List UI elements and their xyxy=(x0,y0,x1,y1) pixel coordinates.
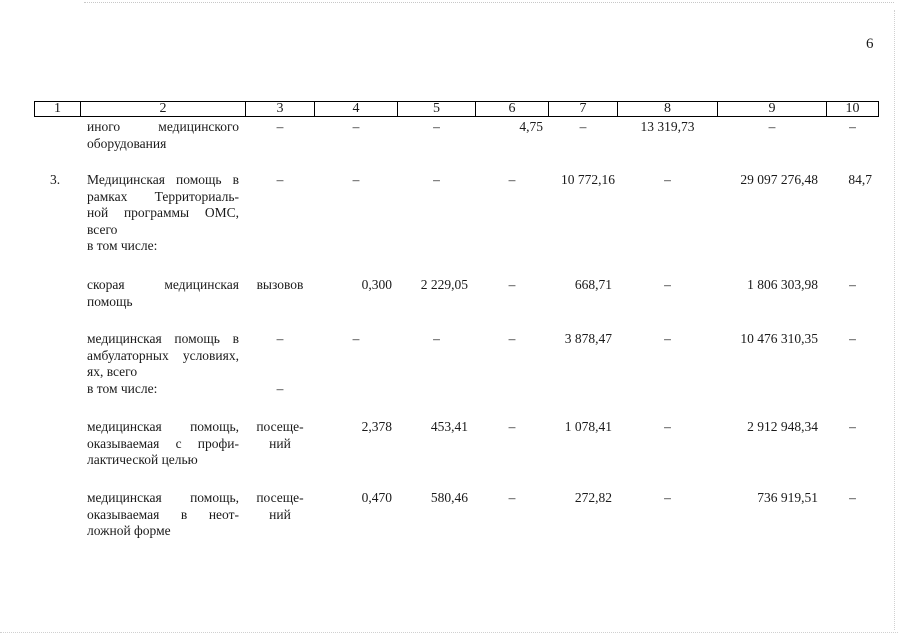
scan-edge-top xyxy=(84,2,894,3)
cell-col-8: – xyxy=(664,277,671,292)
header-col-1: 1 xyxy=(34,101,81,117)
header-col-10: 10 xyxy=(826,101,879,117)
cell-col-10: 84,7 xyxy=(848,172,872,187)
desc-line: Медицинская помощь в xyxy=(87,172,239,187)
header-col-6: 6 xyxy=(475,101,549,117)
desc-line: в том числе: xyxy=(87,238,158,253)
header-col-8: 8 xyxy=(617,101,718,117)
cell-col-9: 736 919,51 xyxy=(757,490,818,505)
cell-col-8: – xyxy=(664,172,671,187)
cell-col-10: – xyxy=(849,331,856,346)
row-description xyxy=(87,331,239,397)
desc-line: помощь xyxy=(87,293,133,309)
row-description xyxy=(87,277,239,310)
cell-col-9: 1 806 303,98 xyxy=(747,277,818,292)
cell-col-5: 580,46 xyxy=(430,490,468,505)
cell-col-10: – xyxy=(849,490,856,505)
cell-col-5: – xyxy=(433,172,440,187)
cell-col-3: – xyxy=(276,331,284,346)
desc-line: рамках Территориаль- xyxy=(87,188,239,204)
desc-line: скорая медицинская xyxy=(87,277,239,292)
unit-line: ний xyxy=(269,506,291,522)
page-number: 6 xyxy=(866,36,874,52)
cell-col-6: – xyxy=(508,419,516,434)
desc-line: иного медицинского xyxy=(87,119,239,134)
cell-col-4: 2,378 xyxy=(361,419,392,434)
cell-col-10: – xyxy=(849,119,856,134)
cell-col-8: 13 319,73 xyxy=(640,119,695,134)
unit-line: посеще- xyxy=(256,419,304,434)
cell-col-8: – xyxy=(664,419,671,434)
header-col-3: 3 xyxy=(245,101,315,117)
desc-line: оказываемая с профи- xyxy=(87,435,239,451)
row-number: 3. xyxy=(50,172,61,187)
desc-line: лактической целью xyxy=(87,452,198,467)
header-col-9: 9 xyxy=(717,101,827,117)
cell-col-9: – xyxy=(768,119,776,134)
cell-col-6: – xyxy=(508,277,516,292)
cell-col-3: – xyxy=(276,172,284,187)
cell-col-7: 3 878,47 xyxy=(564,331,612,346)
header-col-7: 7 xyxy=(548,101,618,117)
unit-line: посеще- xyxy=(256,490,304,505)
cell-col-7: 668,71 xyxy=(574,277,612,292)
row-description xyxy=(87,172,239,255)
scan-edge-bottom xyxy=(0,632,898,633)
cell-col-6: – xyxy=(508,172,516,187)
cell-col-9: 29 097 276,48 xyxy=(740,172,818,187)
cell-col-4: – xyxy=(352,331,360,346)
desc-line: оказываемая в неот- xyxy=(87,506,239,522)
cell-col-9: 2 912 948,34 xyxy=(747,419,818,434)
cell-col-5: – xyxy=(433,119,440,134)
desc-line: медицинская помощь в xyxy=(87,331,239,346)
cell-col-3 xyxy=(246,490,314,523)
unit-line: ний xyxy=(269,435,291,451)
row-description xyxy=(87,490,239,540)
cell-col-7: – xyxy=(579,119,587,134)
cell-col-6: 4,75 xyxy=(519,119,543,134)
header-col-5: 5 xyxy=(397,101,476,117)
cell-col-4: 0,470 xyxy=(361,490,392,505)
cell-col-6: – xyxy=(508,331,516,346)
desc-line: ложной форме xyxy=(87,523,171,538)
row-description xyxy=(87,119,239,152)
cell-col-4: 0,300 xyxy=(361,277,392,292)
cell-col-10: – xyxy=(849,419,856,434)
cell-col-7: 272,82 xyxy=(574,490,612,505)
desc-line: медицинская помощь, xyxy=(87,419,239,434)
cell-col-7: 1 078,41 xyxy=(564,419,612,434)
desc-line: ях, всего xyxy=(87,364,138,379)
cell-col-8: – xyxy=(664,490,671,505)
header-col-2: 2 xyxy=(80,101,246,117)
cell-col-9: 10 476 310,35 xyxy=(740,331,818,346)
row-description xyxy=(87,419,239,469)
desc-line: оборудования xyxy=(87,135,167,151)
cell-col-7: 10 772,16 xyxy=(561,172,615,187)
cell-col-8: – xyxy=(664,331,671,346)
cell-col-5: – xyxy=(433,331,440,346)
cell-col-3: – xyxy=(276,119,284,134)
cell-col-5: 453,41 xyxy=(430,419,468,434)
cell-col-3 xyxy=(246,419,314,452)
cell-col-10: – xyxy=(849,277,856,292)
cell-col-4: – xyxy=(352,172,360,187)
desc-line: всего xyxy=(87,221,118,237)
desc-line: амбулаторных условиях, xyxy=(87,347,239,363)
scan-edge-right xyxy=(894,10,895,630)
cell-col-5: 2 229,05 xyxy=(420,277,468,292)
cell-col-6: – xyxy=(508,490,516,505)
header-col-4: 4 xyxy=(314,101,398,117)
cell-col-3: вызовов xyxy=(256,277,304,292)
desc-line: ной программы ОМС, xyxy=(87,205,239,220)
cell-col-3-sub: – xyxy=(276,381,284,396)
desc-line: в том числе: xyxy=(87,380,158,396)
cell-col-4: – xyxy=(352,119,360,134)
desc-line: медицинская помощь, xyxy=(87,490,239,505)
